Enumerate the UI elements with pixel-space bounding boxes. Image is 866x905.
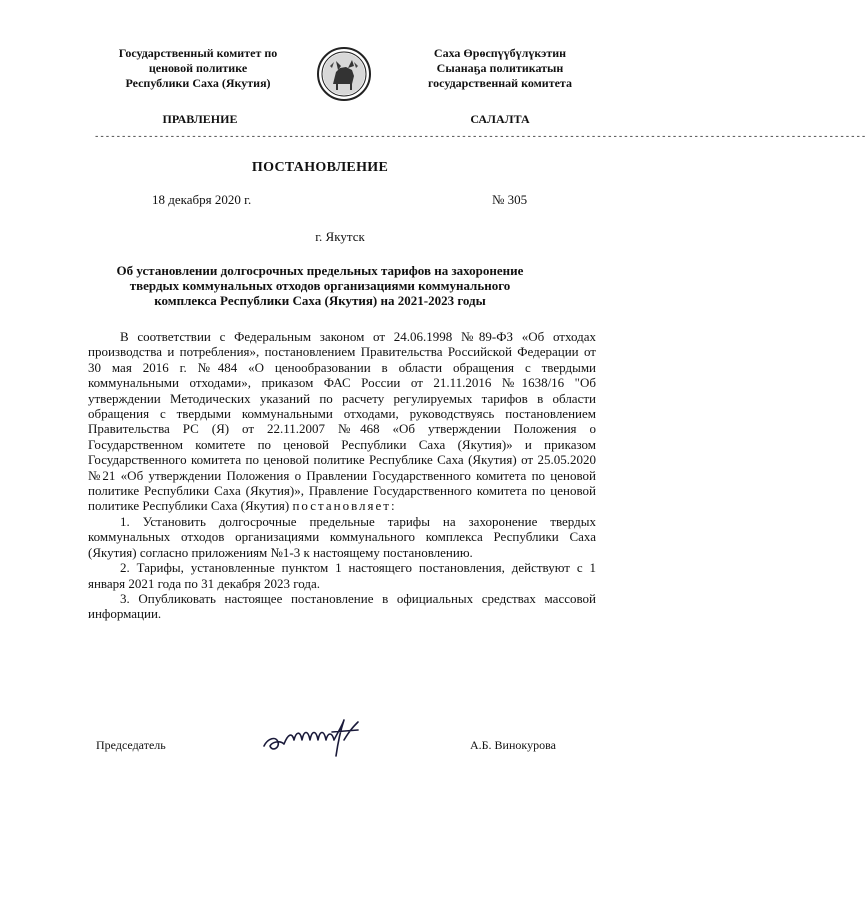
document-type-title: ПОСТАНОВЛЕНИЕ [251,160,389,175]
left-org-line: Республики Саха (Якутия) [125,76,271,90]
right-org-line: Сыанаҕа политикатын [436,61,564,75]
right-org-name [400,46,600,91]
signatory-name: А.Б. Винокурова [470,738,556,752]
subject-line: Об установлении долгосрочных предельных тарифов на захоронение [116,263,524,278]
decides-word: постановляет: [292,498,397,514]
document-number: № 305 [492,192,528,207]
document-subject [102,263,538,308]
right-org-line: Саха Өрөспүүбүлүкэтин [433,46,567,60]
document-body [88,329,596,622]
signatory-position: Председатель [96,738,166,752]
item-paragraph: 1. Установить долгосрочные предельные тарифы на захоронение твердых коммунальных отходов организациями коммунального комплекса Республики Саха (Якутия) согласно приложениям №1-3 к настоящему постановлению. [88,513,596,560]
subject-line: твердых коммунальных отходов организациями коммунального [129,278,511,293]
left-board-label: ПРАВЛЕНИЕ [162,112,238,126]
right-org-line: государственнай комитета [428,76,572,90]
left-org-name [98,46,298,91]
right-board-label: САЛАЛТА [470,112,530,126]
handwritten-signature [258,712,388,762]
subject-line: комплекса Республики Саха (Якутия) на 2021-2023 годы [154,293,486,308]
document-city: г. Якутск [315,229,365,244]
document-date: 18 декабря 2020 г. [152,192,252,207]
preamble-paragraph [88,329,596,514]
item-paragraph: 2. Тарифы, установленные пунктом 1 настоящего постановления, действуют с 1 января 2021 года по 31 декабря 2023 года. [88,560,596,591]
left-org-line: Государственный комитет по [118,46,278,60]
header-separator: ----------------------------------------------------------------------------------------------------------------------------------------------- [94,132,866,142]
item-paragraph: 3. Опубликовать настоящее постановление в официальных средствах массовой информации. [88,590,596,622]
preamble-text: В соответствии с Федеральным законом от 24.06.1998 №89-ФЗ «Об отходах производства и потребления», постановлением Правительства Российской Федерации от 30 мая 2016 г. №484 «О ценообразовании в области обращения с твердыми коммунальными отходами», приказом ФАС России от 21.11.2016 №1638/16 "Об утверждении Методических указаний по расчету регулируемых тарифов в области обращения с твердыми коммунальными отходами, руководствуясь постановлением Правительства РС (Я) от 22.11.2007 №468 «Об утверждении Положения о Государственном комитете по ценовой Республики Саха (Якутия)» и приказом Государственного комитета по ценовой политике Республике Саха (Якутия) от 25.05.2020 №21 «Об утверждении Положения о Правлении Государственного комитета по ценовой политике Республики Саха (Якутия)», Правление Государственного комитета по ценовой политике Республики Саха (Якутия) [88,329,596,514]
left-org-line: ценовой политике [148,61,248,75]
coat-of-arms-icon [316,46,372,102]
